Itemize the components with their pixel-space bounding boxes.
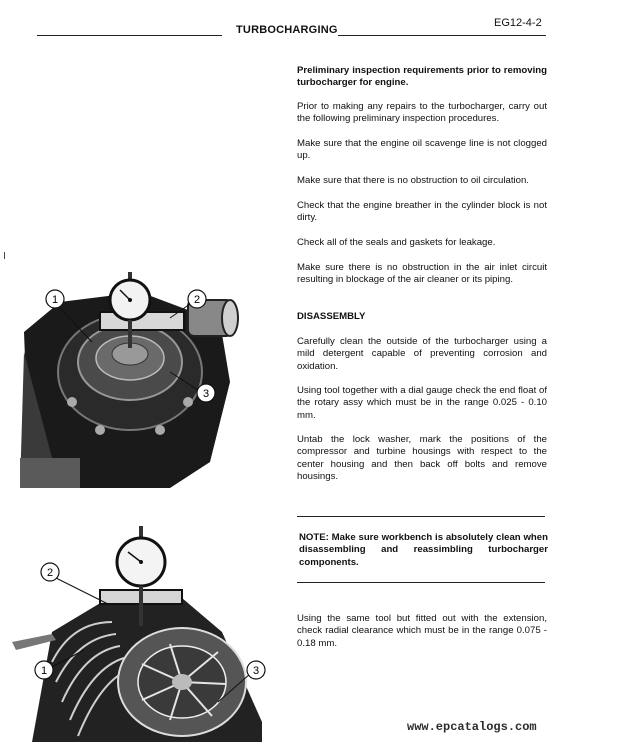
prelim-heading-text: Preliminary inspection requirements prior to removing turbocharger for engine. [297, 65, 547, 89]
disassembly-heading-text: DISASSEMBLY [297, 311, 366, 322]
check-oil-circ-text: Make sure that there is no obstruction to oil circulation. [297, 175, 529, 186]
check-air-inlet-text: Make sure there is no obstruction in the air inlet circuit resulting in blockage of the air cleaner or its piping. [297, 262, 547, 286]
prelim-intro [297, 101, 547, 126]
check-breather-text: Check that the engine breather in the cylinder block is not dirty. [297, 200, 547, 224]
callout-3-bottom: 3 [252, 665, 260, 677]
check-breather [297, 200, 547, 225]
section-title: TURBOCHARGING [236, 24, 338, 36]
header-rule-right [338, 35, 546, 36]
untab-text: Untab the lock washer, mark the positions of the compressor and turbine housings with respect to the center housing and then back off bolts and remove housings. [297, 434, 547, 483]
check-seals [297, 237, 547, 249]
end-float [297, 385, 547, 422]
header-rule-left [37, 35, 222, 36]
radial-text: Using the same tool but fitted out with the extension, check radial clearance which must be in the range 0.075 - 0.18 mm. [297, 613, 547, 649]
check-oil-line [297, 138, 547, 163]
clean-outside [297, 336, 547, 373]
figure-end-float-check [20, 262, 242, 492]
callout-1-bottom: 1 [40, 665, 48, 677]
callout-3-top: 3 [202, 388, 210, 400]
watermark: www.epcatalogs.com [407, 720, 537, 734]
callout-1-top: 1 [51, 294, 59, 306]
check-air-inlet [297, 262, 547, 287]
note-text: NOTE: Make sure workbench is absolutely clean when disassembling and reassimbling turbocharger components. [299, 532, 548, 568]
check-seals-text: Check all of the seals and gaskets for leakage. [297, 237, 496, 248]
check-oil-circ [297, 175, 547, 187]
clean-outside-text: Carefully clean the outside of the turbocharger using a mild detergent capable of preventing corrosion and oxidation. [297, 336, 547, 372]
end-float-text: Using tool together with a dial gauge check the end float of the rotary assy which must be in the range 0.025 - 0.10 mm. [297, 385, 547, 421]
note-block [299, 532, 548, 569]
note-rule-top [297, 516, 545, 517]
prelim-intro-text: Prior to making any repairs to the turbocharger, carry out the following preliminary inspection procedures. [297, 101, 547, 125]
figure-radial-clearance-check [12, 522, 274, 744]
untab [297, 434, 547, 484]
radial-clearance [297, 613, 547, 650]
disassembly-heading [297, 311, 547, 323]
note-rule-bottom [297, 582, 545, 583]
callout-2-bottom: 2 [46, 567, 54, 579]
prelim-heading [297, 65, 547, 90]
page-code: EG12-4-2 [494, 17, 542, 29]
callout-2-top: 2 [193, 294, 201, 306]
check-oil-line-text: Make sure that the engine oil scavenge line is not clogged up. [297, 138, 547, 162]
scan-mark [4, 252, 5, 259]
